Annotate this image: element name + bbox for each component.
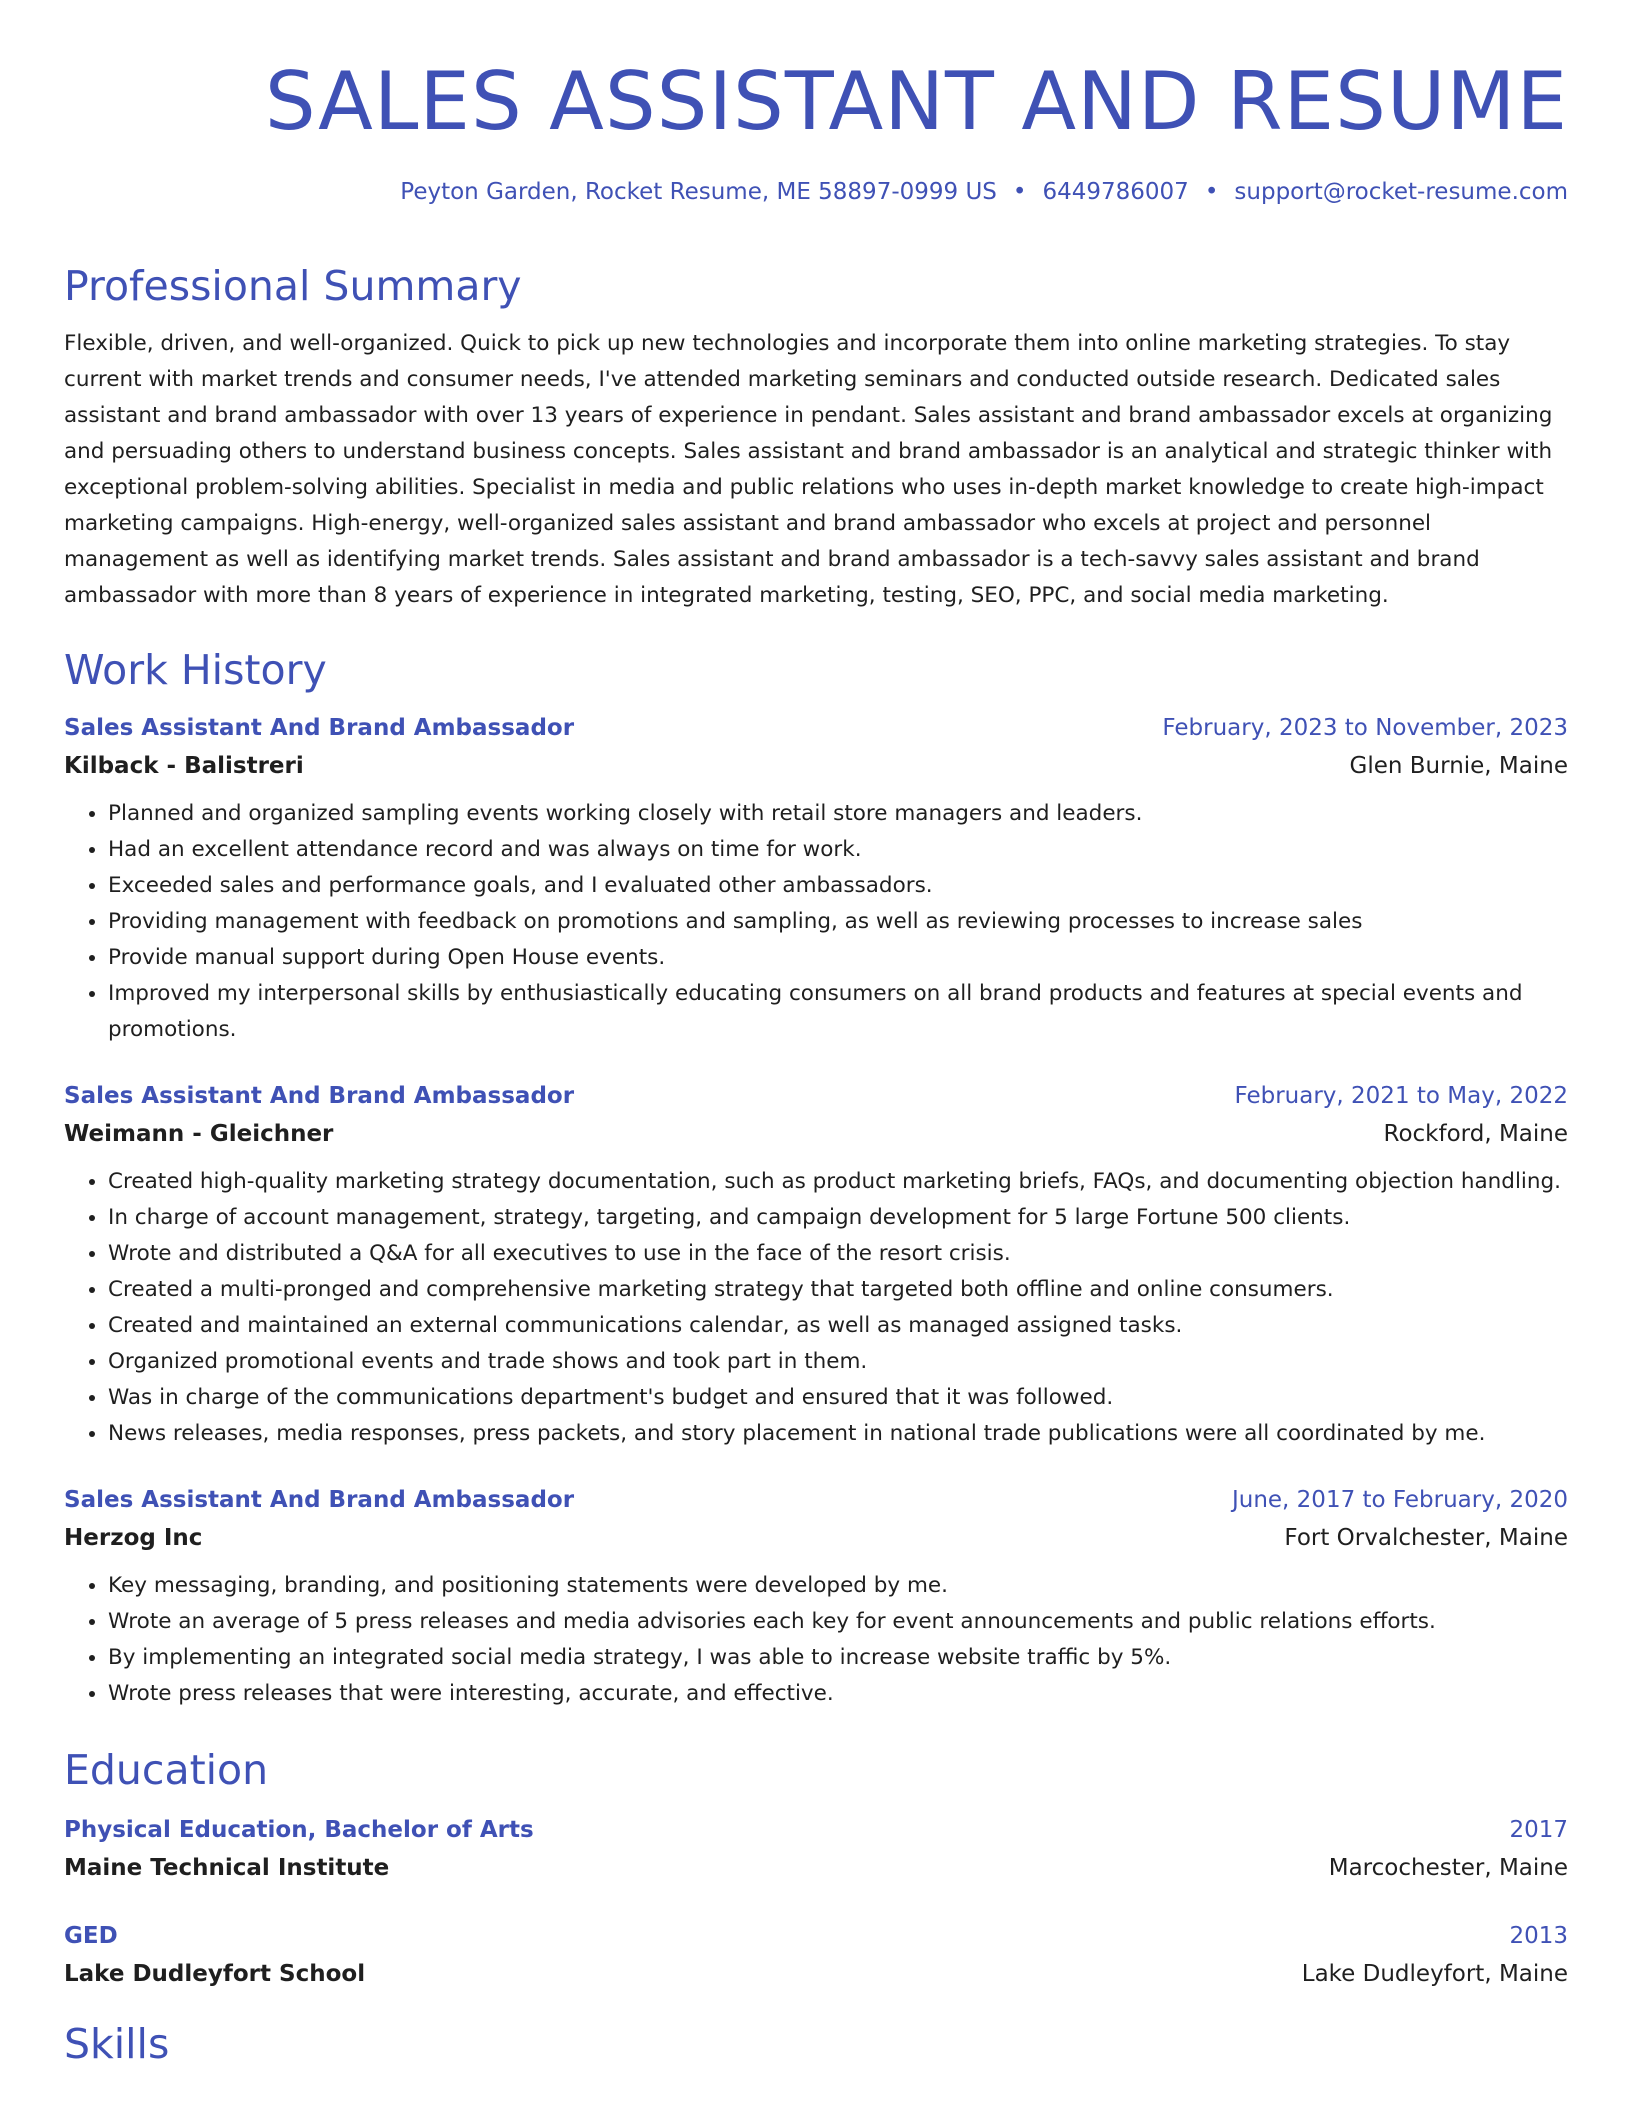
resume-header xyxy=(64,52,1568,208)
contact-separator: • xyxy=(1204,179,1219,205)
job-entry xyxy=(64,710,1568,1048)
education-entry xyxy=(64,1918,1568,1994)
job-bullet: • Created high-quality marketing strategy documentation, such as product marketing briefs, FAQs, and documenting objection handling. xyxy=(108,1164,1568,1200)
education-year: 2017 xyxy=(1509,1817,1568,1843)
job-bullet: • Wrote and distributed a Q&A for all executives to use in the face of the resort crisis. xyxy=(108,1236,1568,1272)
summary-heading: Professional Summary xyxy=(64,262,522,310)
job-title: Sales Assistant And Brand Ambassador xyxy=(64,1083,575,1109)
job-bullet: • Planned and organized sampling events working closely with retail store managers and leaders. xyxy=(108,796,1568,832)
job-bullet: • News releases, media responses, press packets, and story placement in national trade publications were all coordinated by me. xyxy=(108,1416,1568,1452)
job-bullet: • Wrote an average of 5 press releases and media advisories each key for event announcements and public relations efforts. xyxy=(108,1604,1568,1640)
job-company: Herzog Inc xyxy=(64,1525,203,1551)
job-bullet: • Organized promotional events and trade shows and took part in them. xyxy=(108,1344,1568,1380)
job-dates: February, 2021 to May, 2022 xyxy=(1234,1083,1568,1109)
education-degree: GED xyxy=(64,1923,118,1949)
job-title: Sales Assistant And Brand Ambassador xyxy=(64,715,575,741)
education-location: Lake Dudleyfort, Maine xyxy=(1301,1961,1568,1987)
job-bullet-list xyxy=(64,1568,1568,1712)
education-degree: Physical Education, Bachelor of Arts xyxy=(64,1817,534,1843)
job-bullet-list xyxy=(64,796,1568,1048)
job-location: Rockford, Maine xyxy=(1383,1121,1568,1147)
education-school: Lake Dudleyfort School xyxy=(64,1961,366,1987)
job-bullet-list xyxy=(64,1164,1568,1452)
job-bullet: • By implementing an integrated social media strategy, I was able to increase website traffic by 5%. xyxy=(108,1640,1568,1676)
education-location: Marcochester, Maine xyxy=(1328,1855,1568,1881)
resume-name: SALES ASSISTANT AND RESUME xyxy=(264,55,1568,148)
job-entry xyxy=(64,1078,1568,1452)
job-entry xyxy=(64,1482,1568,1712)
job-title: Sales Assistant And Brand Ambassador xyxy=(64,1487,575,1513)
education-entry xyxy=(64,1812,1568,1888)
job-company: Kilback - Balistreri xyxy=(64,753,304,779)
job-bullet: • Providing management with feedback on promotions and sampling, as well as reviewing processes to increase sales xyxy=(108,904,1568,940)
job-bullet: • Created a multi-pronged and comprehensive marketing strategy that targeted both offline and online consumers. xyxy=(108,1272,1568,1308)
job-location: Fort Orvalchester, Maine xyxy=(1284,1525,1568,1551)
job-bullet: • Created and maintained an external communications calendar, as well as managed assigned tasks. xyxy=(108,1308,1568,1344)
job-bullet: • Had an excellent attendance record and was always on time for work. xyxy=(108,832,1568,868)
job-bullet: • In charge of account management, strategy, targeting, and campaign development for 5 large Fortune 500 clients. xyxy=(108,1200,1568,1236)
job-bullet: • Wrote press releases that were interesting, accurate, and effective. xyxy=(108,1676,1568,1712)
contact-phone: 6449786007 xyxy=(1042,179,1189,205)
summary-text: Flexible, driven, and well-organized. Quick to pick up new technologies and incorporate them into online marketing strategies. To stay current with market trends and consumer needs, I've attended marketing seminars and conducted outside research. Dedicated sales assistant and brand ambassador with over 13 years of experience in pendant. Sales assistant and brand ambassador excels at organizing and persuading others to understand business concepts. Sales assistant and brand ambassador is an analytical and strategic thinker with exceptional problem-solving abilities. Specialist in media and public relations who uses in-depth market knowledge to create high-impact marketing campaigns. High-energy, well-organized sales assistant and brand ambassador who excels at project and personnel management as well as identifying market trends. Sales assistant and brand ambassador is a tech-savvy sales assistant and brand ambassador with more than 8 years of experience in integrated marketing, testing, SEO, PPC, and social media marketing. xyxy=(64,331,1553,608)
job-company: Weimann - Gleichner xyxy=(64,1121,334,1147)
skills-heading: Skills xyxy=(64,2020,170,2068)
resume-page xyxy=(64,0,1568,2112)
job-dates: February, 2023 to November, 2023 xyxy=(1162,715,1568,741)
work-history-heading: Work History xyxy=(64,646,327,694)
job-bullet: • Exceeded sales and performance goals, and I evaluated other ambassadors. xyxy=(108,868,1568,904)
job-bullet: • Was in charge of the communications department's budget and ensured that it was followed. xyxy=(108,1380,1568,1416)
job-location: Glen Burnie, Maine xyxy=(1349,753,1568,779)
education-school: Maine Technical Institute xyxy=(64,1855,390,1881)
contact-line xyxy=(64,176,1568,208)
contact-email: support@rocket-resume.com xyxy=(1234,179,1568,205)
job-bullet: • Provide manual support during Open House events. xyxy=(108,940,1568,976)
job-dates: June, 2017 to February, 2020 xyxy=(1231,1487,1568,1513)
contact-separator: • xyxy=(1012,179,1027,205)
job-bullet: • Key messaging, branding, and positioning statements were developed by me. xyxy=(108,1568,1568,1604)
education-heading: Education xyxy=(64,1746,269,1794)
education-year: 2013 xyxy=(1509,1923,1568,1949)
job-bullet: • Improved my interpersonal skills by enthusiastically educating consumers on all brand products and features at special events and promotions. xyxy=(108,976,1568,1048)
contact-address: Peyton Garden, Rocket Resume, ME 58897-0999 US xyxy=(400,179,997,205)
